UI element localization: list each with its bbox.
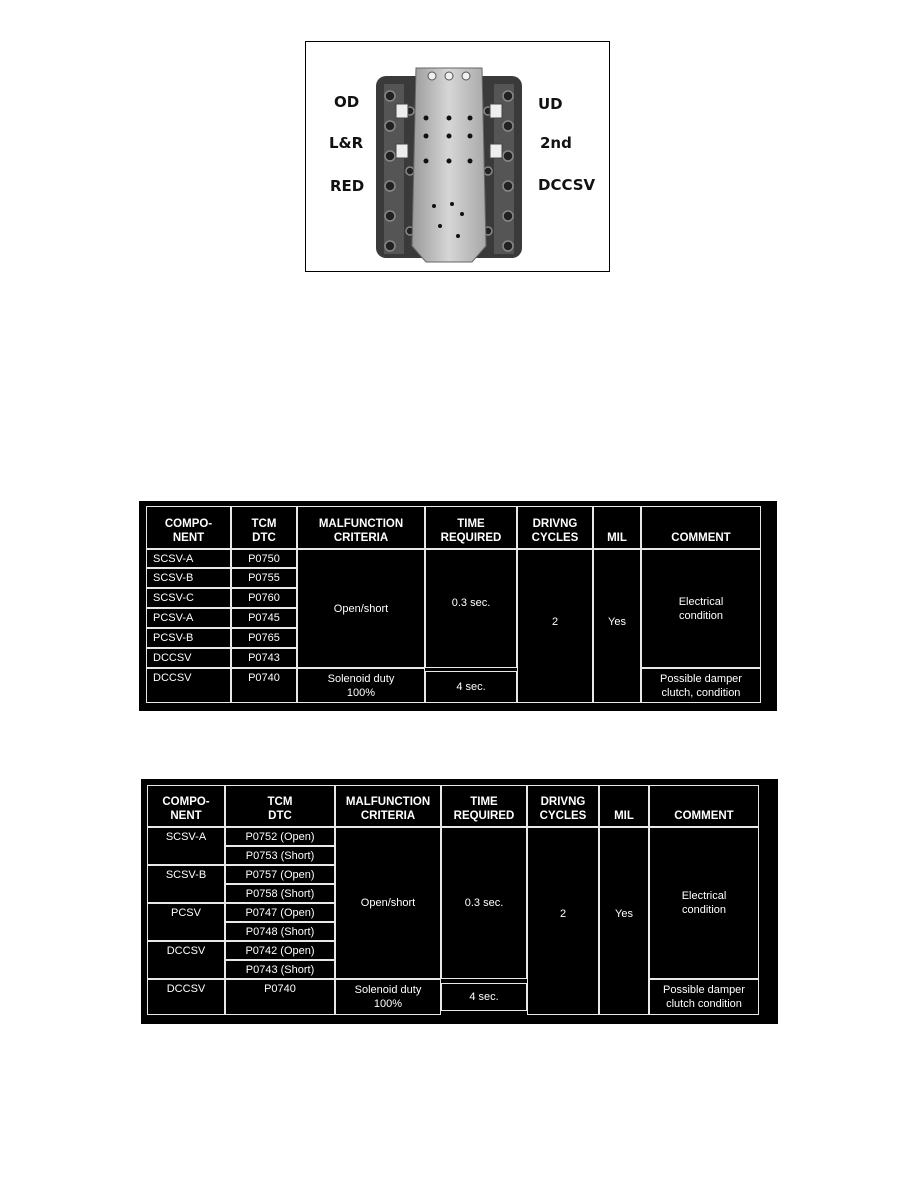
header-comment: COMMENT	[649, 785, 759, 827]
criteria-main: Open/short	[335, 827, 441, 979]
header-comment: COMMENT	[641, 506, 761, 549]
header-mil: MIL	[593, 506, 641, 549]
row-component: SCSV-A	[146, 549, 231, 568]
valve-body-image	[374, 66, 524, 266]
row-dtc: P0743	[231, 648, 297, 668]
header-criteria: MALFUNCTION CRITERIA	[297, 506, 425, 549]
label-od: OD	[334, 93, 360, 111]
driving-cycles: 2	[527, 827, 599, 1015]
row-dtc: P0740	[231, 668, 297, 703]
header-cycles: DRIVNG CYCLES	[517, 506, 593, 549]
dtc-short: P0743 (Short)	[225, 960, 335, 979]
header-time: TIME REQUIRED	[441, 785, 527, 827]
row-dtc: P0755	[231, 568, 297, 588]
comment-main: Electrical condition	[649, 827, 759, 979]
header-component: COMPO- NENT	[147, 785, 225, 827]
comment-last: Possible damper clutch condition	[649, 979, 759, 1015]
last-dtc: P0740	[225, 979, 335, 1015]
label-dccsv: DCCSV	[538, 176, 596, 194]
time-main: 0.3 sec.	[425, 549, 517, 668]
time-main: 0.3 sec.	[441, 827, 527, 979]
criteria-last: Solenoid duty 100%	[297, 668, 425, 703]
comment-main: Electrical condition	[641, 549, 761, 668]
row-component: DCCSV	[146, 648, 231, 668]
label-lr: L&R	[329, 134, 364, 152]
last-component: DCCSV	[147, 979, 225, 1015]
row-dtc: P0765	[231, 628, 297, 648]
dtc-table-2	[141, 779, 778, 1024]
header-mil: MIL	[599, 785, 649, 827]
row-component: PCSV-B	[146, 628, 231, 648]
header-component: COMPO- NENT	[146, 506, 231, 549]
comment-last: Possible damper clutch, condition	[641, 668, 761, 703]
row-dtc: P0750	[231, 549, 297, 568]
row-component: SCSV-C	[146, 588, 231, 608]
time-last: 4 sec.	[441, 983, 527, 1011]
time-last: 4 sec.	[425, 671, 517, 703]
label-2nd: 2nd	[540, 134, 572, 152]
group-component: SCSV-A	[147, 827, 225, 865]
dtc-open: P0747 (Open)	[225, 903, 335, 922]
header-time: TIME REQUIRED	[425, 506, 517, 549]
dtc-short: P0753 (Short)	[225, 846, 335, 865]
dtc-open: P0757 (Open)	[225, 865, 335, 884]
mil: Yes	[593, 549, 641, 703]
group-component: SCSV-B	[147, 865, 225, 903]
dtc-short: P0758 (Short)	[225, 884, 335, 903]
row-component: DCCSV	[146, 668, 231, 703]
mil: Yes	[599, 827, 649, 1015]
row-component: SCSV-B	[146, 568, 231, 588]
header-cycles: DRIVNG CYCLES	[527, 785, 599, 827]
dtc-open: P0752 (Open)	[225, 827, 335, 846]
driving-cycles: 2	[517, 549, 593, 703]
criteria-last: Solenoid duty 100%	[335, 979, 441, 1015]
criteria-main: Open/short	[297, 549, 425, 668]
label-ud: UD	[538, 95, 563, 113]
row-component: PCSV-A	[146, 608, 231, 628]
header-dtc: TCM DTC	[225, 785, 335, 827]
label-red: RED	[330, 177, 365, 195]
header-criteria: MALFUNCTION CRITERIA	[335, 785, 441, 827]
valve-body-figure	[305, 41, 610, 272]
dtc-short: P0748 (Short)	[225, 922, 335, 941]
dtc-table-1	[139, 501, 777, 711]
header-dtc: TCM DTC	[231, 506, 297, 549]
row-dtc: P0745	[231, 608, 297, 628]
dtc-open: P0742 (Open)	[225, 941, 335, 960]
group-component: PCSV	[147, 903, 225, 941]
row-dtc: P0760	[231, 588, 297, 608]
group-component: DCCSV	[147, 941, 225, 979]
